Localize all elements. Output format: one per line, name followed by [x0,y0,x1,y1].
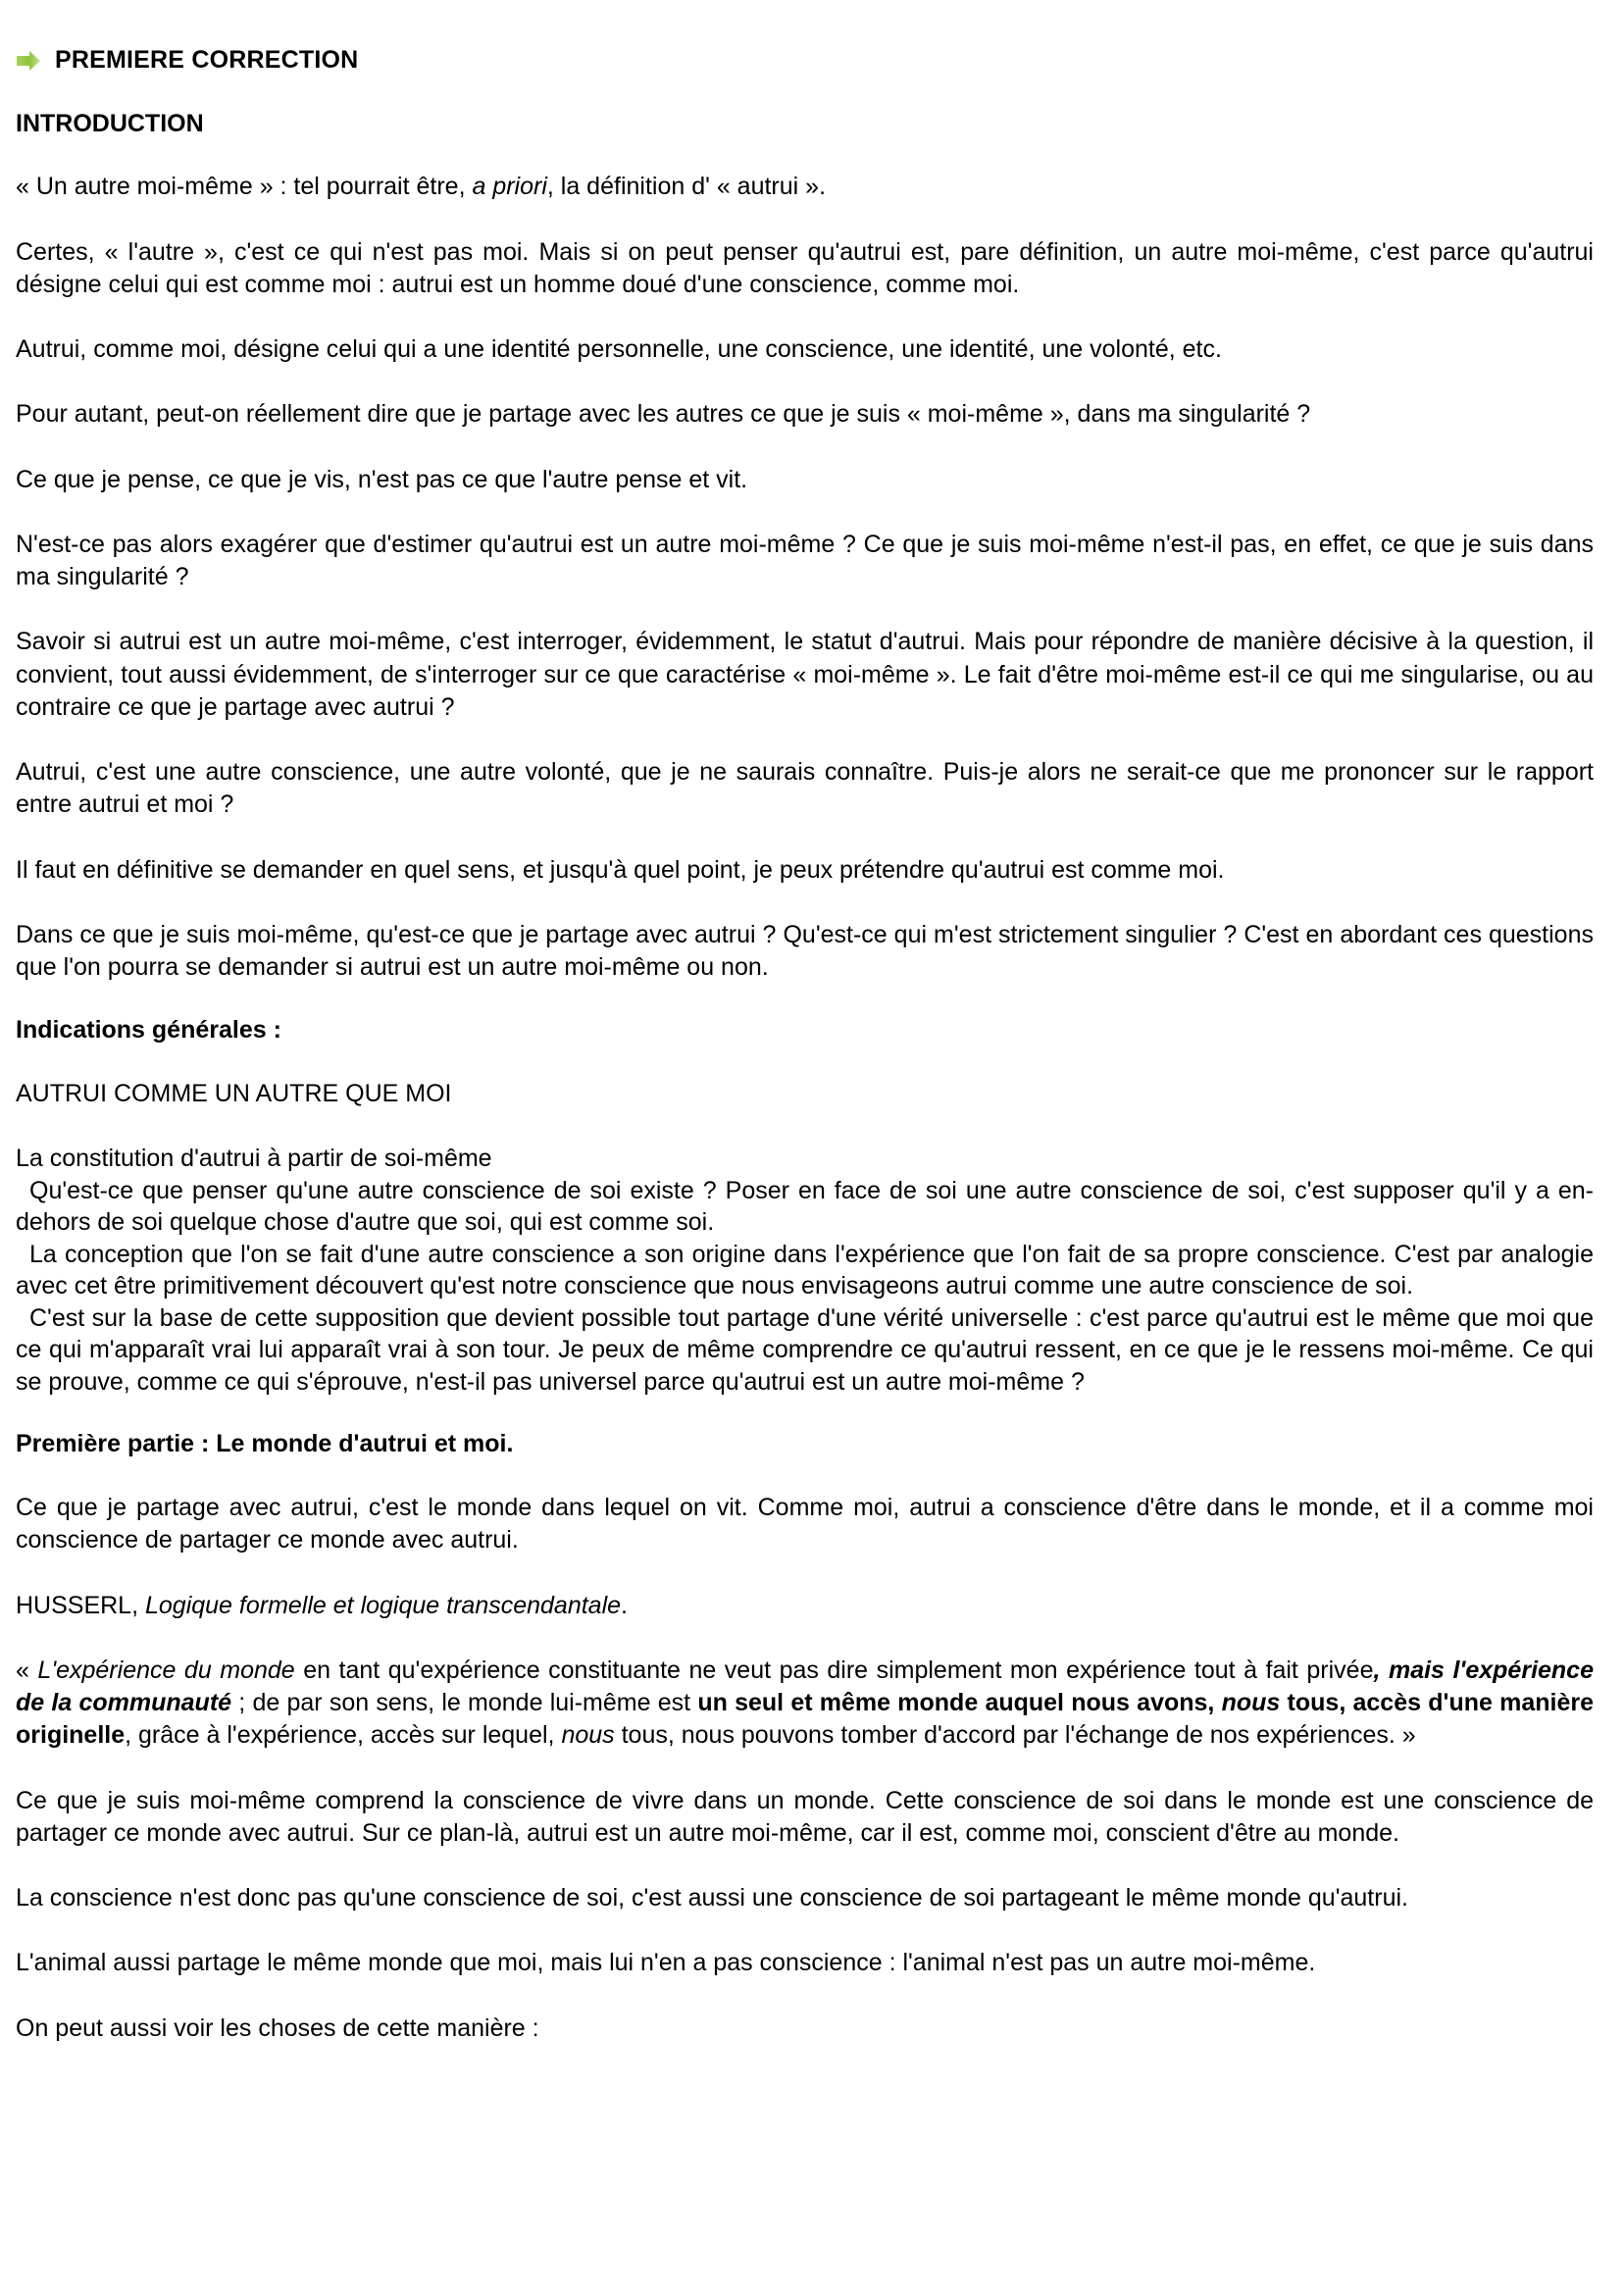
indications-heading: Indications générales : [16,1016,281,1045]
citation-reference [16,1590,1594,1622]
intro-paragraph-1 [16,171,1594,203]
introduction-heading: INTRODUCTION [16,109,204,137]
indications-subtitle: AUTRUI COMME UN AUTRE QUE MOI [16,1080,452,1107]
intro-par1-italic: a priori [472,173,547,201]
intro-par1-part-b: , la définition d' « autrui ». [546,173,827,201]
intro-par1-part-a: « Un autre moi-même » : tel pourrait être, [16,173,473,201]
part-one-paragraph-4: L'animal aussi partage le même monde que moi, mais lui n'en a pas conscience : l'animal n'est pas un autre moi-même. [16,1949,1316,1977]
part-one-paragraph-1: Ce que je partage avec autrui, c'est le monde dans lequel on vit. Comme moi, autrui a conscience d'être dans le monde, et il a comme moi conscience de partager ce monde avec autrui. [16,1494,1594,1555]
quote-segment-6-bold-italic: nous [1221,1689,1281,1716]
quote-segment-4: ; de par son sens, le monde lui-même est [231,1689,698,1716]
intro-paragraph-2: Certes, « l'autre », c'est ce qui n'est pas moi. Mais si on peut penser qu'autrui est, pare définition, un autre moi-même, c'est parce qu'autrui désigne celui qui est comme moi : autrui est un homme doué d'une conscience, comme moi. [16,237,1594,298]
husserl-quotation [16,1655,1594,1753]
green-arrow-icon [16,50,41,72]
quote-segment-8: , grâce à l'expérience, accès sur lequel, [125,1721,562,1750]
indications-line-2: Qu'est-ce que penser qu'une autre conscience de soi existe ? Poser en face de soi une autre conscience de soi, c'est supposer qu'il y a en-dehors de soi quelque chose d'autre que soi, qui est comme soi. [16,1176,1594,1237]
intro-paragraph-3: Autrui, comme moi, désigne celui qui a une identité personnelle, une conscience, une identité, une volonté, etc. [16,335,1222,363]
quote-open-guillemet: « [16,1656,38,1684]
intro-paragraph-6: N'est-ce pas alors exagérer que d'estimer qu'autrui est un autre moi-même ? Ce que je suis moi-même n'est-il pas, en effet, ce que je suis dans ma singularité ? [16,530,1594,590]
indications-line-4: C'est sur la base de cette supposition que devient possible tout partage d'une vérité universelle : c'est parce qu'autrui est le même que moi que ce qui m'apparaît vrai lui apparaît vrai à son tour. Je peux de même comprendre ce qu'autrui ressent, en ce que je le ressens moi-même. Ce qui se prouve, comme ce qui s'éprouve, n'est-il pas universel parce qu'autrui est un autre moi-même ? [16,1303,1594,1396]
quote-segment-2: en tant qu'expérience constituante ne veut pas dire simplement mon expérience tout à fait privée [294,1656,1374,1684]
quote-segment-9-italic: nous [561,1721,615,1750]
indications-line-1: La constitution d'autrui à partir de soi-même [16,1145,492,1173]
intro-paragraph-4: Pour autant, peut-on réellement dire que je partage avec les autres ce que je suis « moi-même », dans ma singularité ? [16,400,1311,429]
intro-paragraph-8: Autrui, c'est une autre conscience, une autre volonté, que je ne saurais connaître. Puis-je alors ne serait-ce que me prononcer sur le rapport entre autrui et moi ? [16,758,1594,819]
citation-work-title: Logique formelle et logique transcendantale [144,1591,622,1619]
quote-segment-7-bold: tous, accès d'une manière originelle [16,1689,1595,1750]
intro-paragraph-9: Il faut en définitive se demander en quel sens, et jusqu'à quel point, je peux prétendre qu'autrui est comme moi. [16,855,1225,884]
intro-paragraph-5: Ce que je pense, ce que je vis, n'est pas ce que l'autre pense et vit. [16,465,748,493]
indications-line-3: La conception que l'on se fait d'une autre conscience a son origine dans l'expérience que l'on fait de sa propre conscience. C'est par analogie avec cet être primitivement découvert qu'est notre conscience que nous envisageons autrui comme une autre conscience de soi. [16,1240,1594,1300]
part-one-paragraph-2: Ce que je suis moi-même comprend la conscience de vivre dans un monde. Cette conscience de soi dans le monde est une conscience de partager ce monde avec autrui. Sur ce plan-là, autrui est un autre moi-même, car il est, comme moi, conscient d'être au monde. [16,1786,1594,1847]
intro-paragraph-10: Dans ce que je suis moi-même, qu'est-ce que je partage avec autrui ? Qu'est-ce qui m'est strictement singulier ? C'est en abordant ces questions que l'on pourra se demander si autrui est un autre moi-même ou non. [16,920,1594,981]
citation-author: HUSSERL, [16,1591,145,1619]
quote-segment-1-italic: L'expérience du monde [37,1656,295,1684]
part-one-heading: Première partie : Le monde d'autrui et moi. [16,1430,514,1458]
citation-period: . [621,1591,628,1619]
quote-segment-3-bold-italic: , mais l'expérience de la communauté [16,1656,1594,1716]
indications-block [16,1143,1594,1398]
part-one-paragraph-5: On peut aussi voir les choses de cette manière : [16,2014,539,2042]
quote-segment-10: tous, nous pouvons tomber d'accord par l'échange de nos expériences. » [614,1721,1416,1750]
document-title-row [16,47,1594,75]
intro-paragraph-7: Savoir si autrui est un autre moi-même, c'est interroger, évidemment, le statut d'autrui. Mais pour répondre de manière décisive à la question, il convient, tout aussi évidemment, de s'interroger sur ce que caractérise « moi-même ». Le fait d'être moi-même est-il ce qui me singularise, ou au contraire ce que je partage avec autrui ? [16,628,1594,721]
quote-segment-5-bold: un seul et même monde auquel nous avons, [697,1689,1222,1716]
part-one-paragraph-3: La conscience n'est donc pas qu'une conscience de soi, c'est aussi une conscience de soi partageant le même monde qu'autrui. [16,1884,1408,1912]
page-title: PREMIERE CORRECTION [55,46,359,74]
